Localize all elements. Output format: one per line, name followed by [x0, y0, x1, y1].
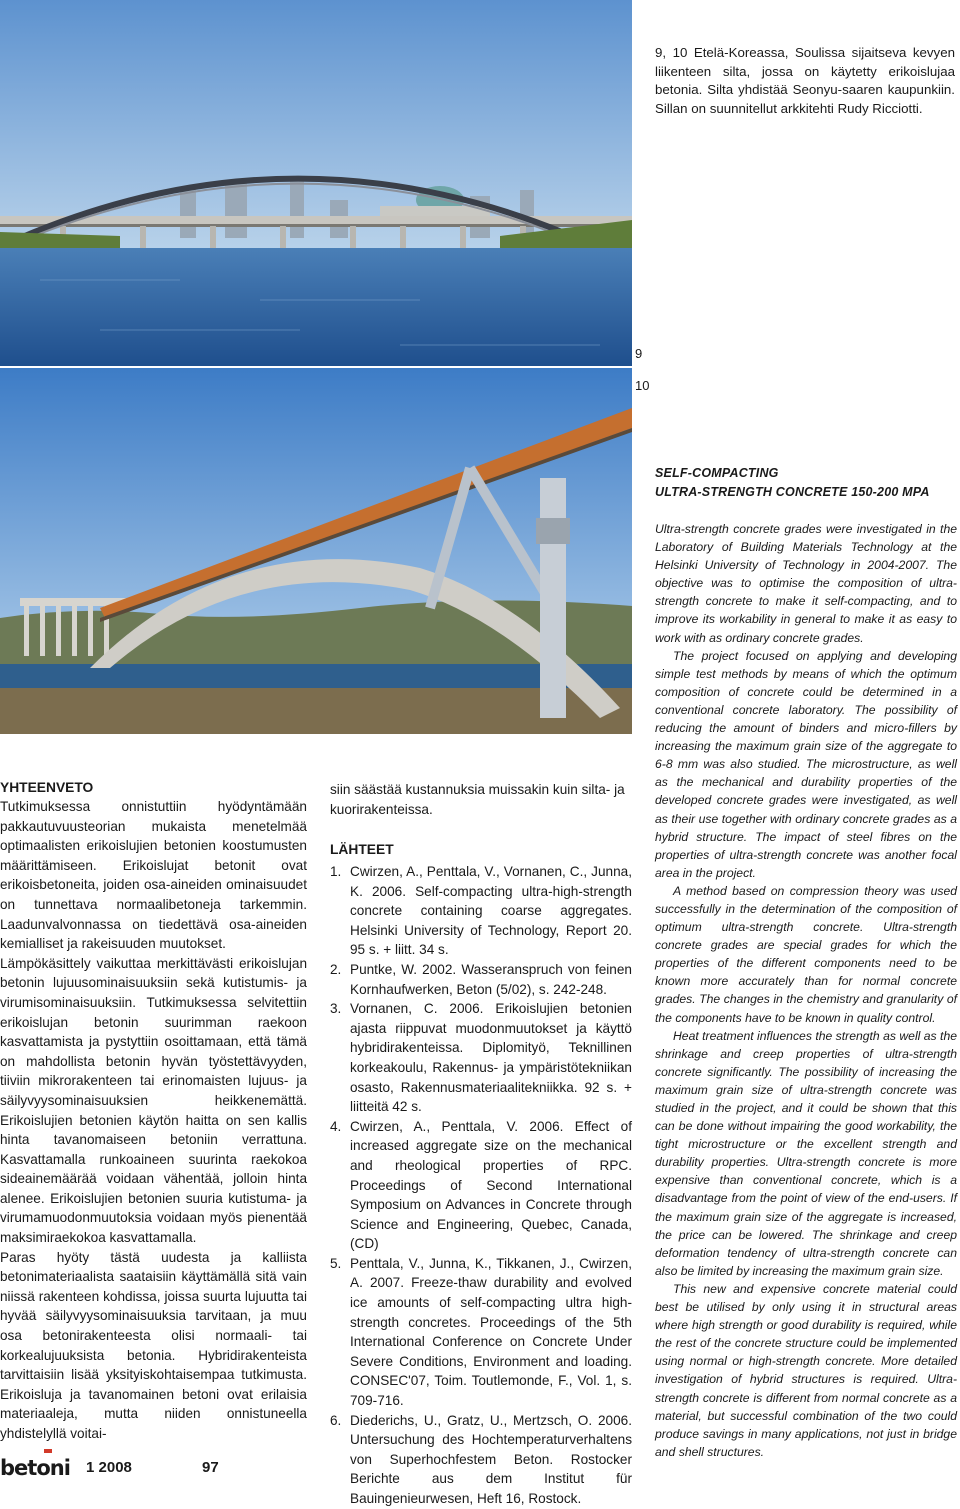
photo-bridge-river [0, 0, 632, 366]
summary-body [0, 797, 307, 1444]
reference-text: Puntke, W. 2002. Wasseranspruch von feinen Kornhaufwerken, Beton (5/02), s. 242-248. [350, 961, 632, 997]
english-paragraph: A method based on compression theory was used successfully in the determination of the composition of optimum ultra-strength concrete. Ultra-strength concrete grades are special grades for which the properties of the different components need to be known more accurately than for normal concrete grades. The changes in the chemistry and granularity of the components have to be known in quality control. [655, 883, 957, 1025]
summary-continuation: siin säästää kustannuksia muissakin kuin silta- ja kuorirakenteissa. [330, 782, 625, 817]
issue-number: 1 2008 [86, 1459, 132, 1476]
logo-accent-mark [0, 1448, 74, 1454]
english-heading-line1: SELF-COMPACTING [655, 466, 779, 480]
english-heading-line2: ULTRA-STRENGTH CONCRETE 150-200 MPA [655, 485, 930, 499]
english-paragraph: Heat treatment influences the strength as well as the shrinkage and creep properties of ultra-strength concrete significantly. The possibility of increasing the maximum grain size of ultra-strength concrete was studied in the project, and it could be shown that this can be done without impairing the good workability, the tight microstructure or the excellent strength and durability properties. Ultra-strength concrete is more expensive than conventional concrete, which is a disadvantage from the point of view of the end-users. If the maximum grain size of the aggregate is increased, the price can be lowered. The shrinkage and creep deformation tendency of ultra-strength concrete can also be limited by increasing the maximum grain size. [655, 1028, 957, 1278]
reference-text: Cwirzen, A., Penttala, V. 2006. Effect of increased aggregate size on the mechanical and rheological properties of RPC. Proceedings of Second International Symposium on Advances in Concrete through Science and Engineering, Quebec, Canada, (CD) [350, 1118, 632, 1252]
reference-number: 1. [330, 864, 342, 879]
english-paragraph: Ultra-strength concrete grades were investigated in the Laboratory of Building Materials Technology at the Helsinki University of Technology in 2004-2007. The objective was to optimise the composition of ultra-strength concrete to make it self-compacting, and to improve its workability in general to make it as easy to work with as ordinary concrete grades. [655, 522, 957, 645]
reference-item [330, 1254, 632, 1411]
reference-item [330, 862, 632, 960]
reference-item [330, 1117, 632, 1254]
summary-paragraph: Tutkimuksessa onnistuttiin hyödyntämään pakkautuvuusteorian mukaista menetelmää optimaalisten erikoislujien betonien koostumusten määrittämiseen. Erikoislujat betonit ovat erikoisbetoneita, joiden osa-aineiden ominaisuudet on tunnettava normaalibetoneja tarkemmin. Laadunvalvonnassa on tiedettävä osa-aineiden kemialliset ja rakeisuuden muutokset. [0, 799, 307, 952]
reference-item [330, 999, 632, 1117]
betoni-logo: betoni [0, 1456, 70, 1480]
summary-paragraph: Paras hyöty tästä uudesta ja kalliista betonimateriaalista saataisiin käyttämällä sitä vain niissä rakenteen kohdissa, joissa suurta lujuutta tai hyvää säilyvyysominaisuuksia tarvitaan, ja muu osa betonirakenteesta olisi normaali- tai korkealujuuksista betonia. Hybridirakenteista tarvittaisiin lisää yksityiskohtaisempaa tutkimusta. Erikoisluja ja tavanomainen betoni ovat erilaisia materiaaleja, mutta niiden onnistuneella yhdistelyllä voitai- [0, 1249, 307, 1441]
figure-number-10: 10 [635, 378, 650, 393]
references-list [330, 862, 632, 1509]
english-paragraph: This new and expensive concrete material could best be utilised by only using it in structural areas where high strength or good durability is required, while the rest of the concrete structure could be implemented using normal or high-strength concrete. More detailed investigation of hybrid structures is required. Ultra-strength concrete is different from normal concrete as a material, but successful combination of the two could produce savings in many applications, not just in bridge and shell structures. [655, 1281, 957, 1459]
photo-caption: 9, 10 Etelä-Koreassa, Soulissa sijaitseva kevyen liikenteen silta, jossa on käytetty erikoislujaa betonia. Silta yhdistää Seonyu-saaren kaupunkiin. Sillan on suunnitellut arkkitehti Rudy Ricciotti. [655, 45, 955, 116]
references-heading: LÄHTEET [330, 842, 394, 857]
reference-text: Penttala, V., Junna, K., Tikkanen, J., Cwirzen, A. 2007. Freeze-thaw durability and evolved ice amounts of self-compacting ultra high-strength concretes. Proceedings of the 5th International Conference on Concrete Under Severe Conditions, Environment and loading. CONSEC'07, Toim. Toutlemonde, F., Vol. 1, s. 709-716. [350, 1255, 632, 1409]
reference-text: Vornanen, C. 2006. Erikoislujien betonien ajasta riippuvat muodonmuutokset ja käyttö hybridirakenteissa. Diplomityö, Teknillinen korkeakoulu, Rakennus- ja ympäristötekniikan osasto, Rakennusmateriaalitekniikka. 92 s. + liitteitä 42 s. [350, 1001, 632, 1115]
summary-heading: YHTEENVETO [0, 780, 94, 795]
reference-number: 2. [330, 961, 342, 977]
reference-item [330, 960, 632, 999]
english-paragraph: The project focused on applying and developing simple test methods by means of which the optimum composition of concrete could be determined in a conventional concrete laboratory. The possibility of reducing the amount of binders and micro-fillers by increasing the maximum grain size of the aggregate to 6-8 mm was also studied. The microstructure, as well as the mechanical and durability properties of the developed concrete grades were investigated, as well as their use together with ordinary concrete grades as a hybrid structure. The impact of steel fibres on the properties of ultra-strength concrete was another focal area in the project. [655, 648, 957, 880]
summary-paragraph: Lämpökäsittely vaikuttaa merkittävästi erikoislujan betonin lujuusominaisuuksiin sekä kutistumis- ja virumisominaisuuksiin. Tutkimuksessa selvitettiin erikoislujan betonin suurimman raekoon kasvattamista ja pystyttiin osoittamaan, että tämä on mahdollista betonin hyvän työstettävyyden, tiiviin mikrorakenteen tai erinomaisten lujuus- ja säilyvyysominaisuuksien heikkenemättä. Erikoislujien betonien käytön haitta on sen kallis hinta tavanomaiseen betoniin verrattuna. Kasvattamalla runkoaineen suurinta raekokoa sideainemäärää voidaan vähentää, jolloin hinta alenee. Erikoislujien betonien suuria kutistuma- ja virumamuodonmuutoksia voidaan myös pienentää maksimiraekokoa kasvattamalla. [0, 955, 307, 1246]
page-number: 97 [202, 1459, 219, 1476]
page-footer [0, 1448, 260, 1480]
reference-number: 4. [330, 1118, 342, 1134]
reference-text: Cwirzen, A., Penttala, V., Vornanen, C., Junna, K. 2006. Self-compacting ultra-high-strength concrete containing coarse aggregates. Helsinki University of Technology, Report 20. 95 s. + liitt. 34 s. [350, 864, 632, 958]
english-heading [655, 464, 955, 502]
photo-bridge-arch [0, 368, 632, 734]
english-body [655, 520, 957, 1461]
reference-number: 5. [330, 1255, 342, 1271]
reference-number: 6. [330, 1412, 342, 1428]
reference-text: Diederichs, U., Gratz, U., Mertzsch, O. 2006. Untersuchung des Hochtemperaturverhaltens von Superhochfestem Beton. Rostocker Berichte aus dem Institut für Bauingenieurwesen, Heft 16, Rostock. [350, 1412, 632, 1506]
figure-number-9: 9 [635, 346, 643, 361]
reference-item [330, 1411, 632, 1509]
reference-number: 3. [330, 1001, 342, 1017]
